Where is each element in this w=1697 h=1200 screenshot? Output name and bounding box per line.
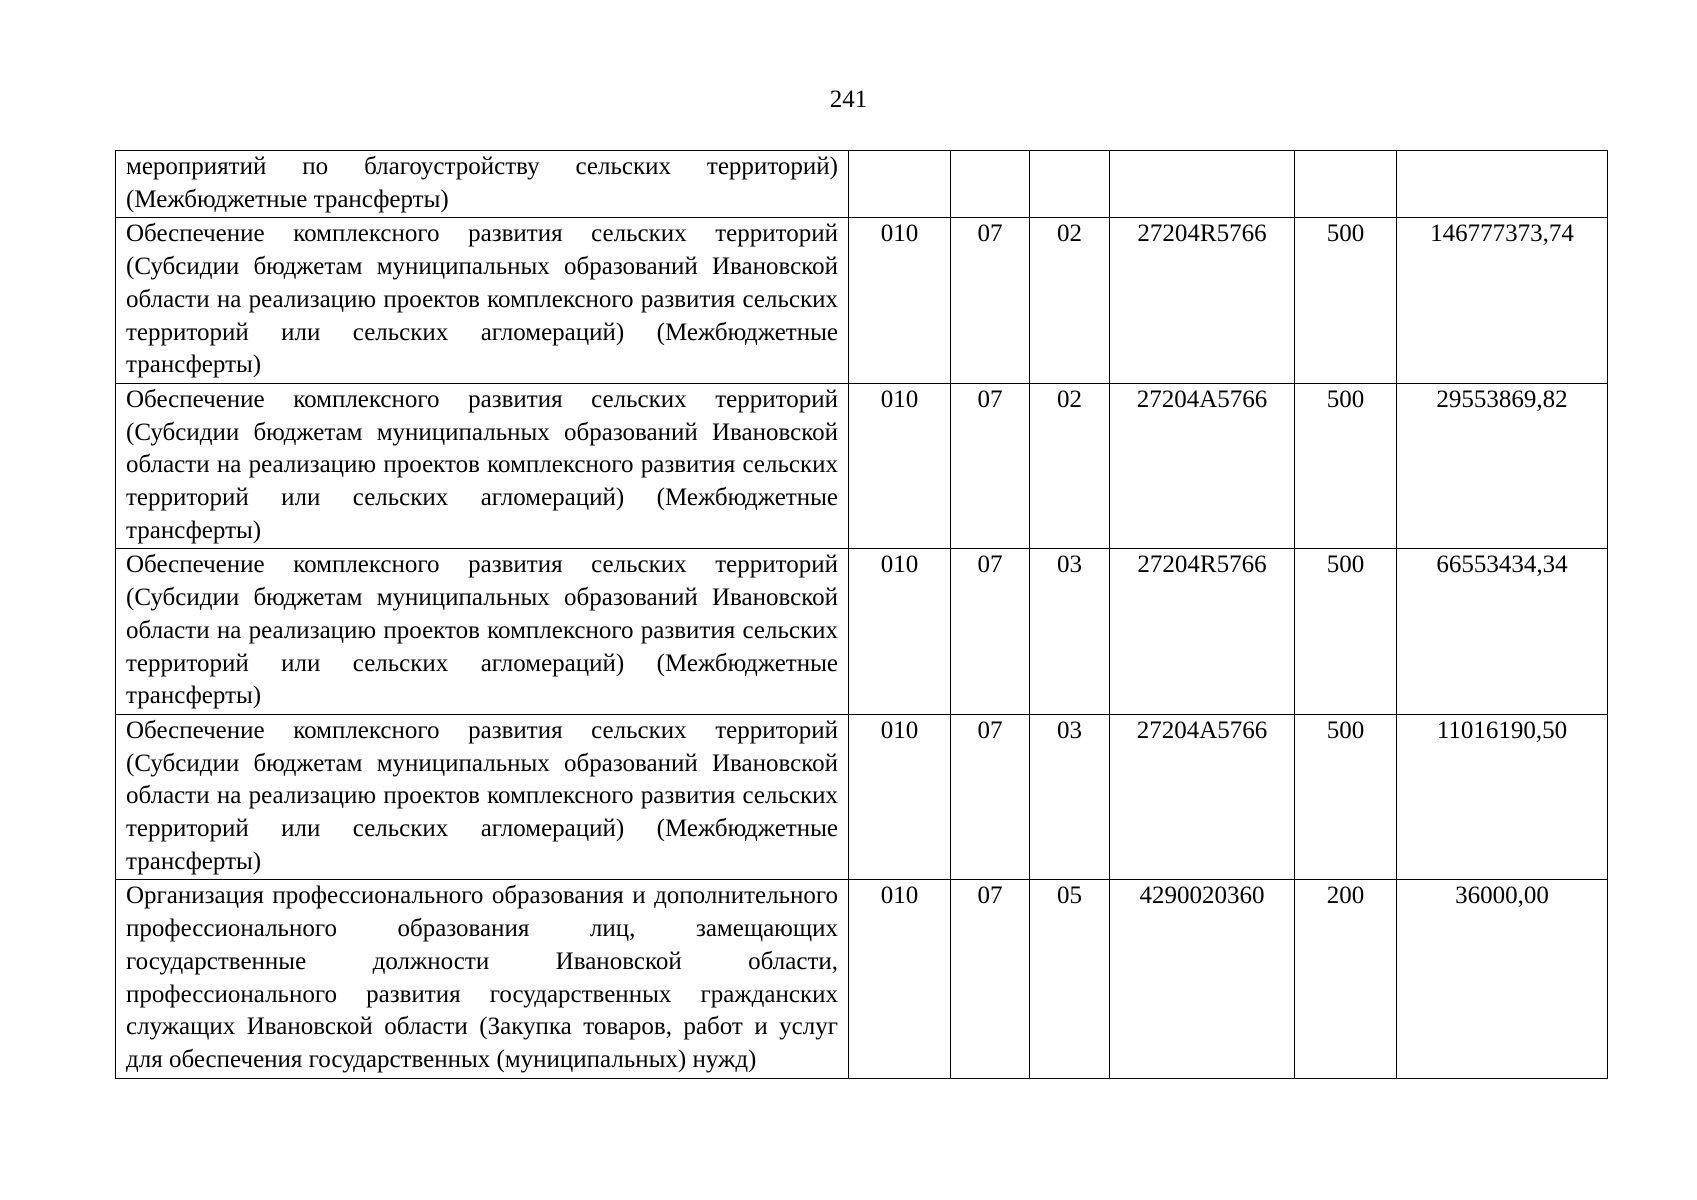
ministry-code: 010	[849, 549, 951, 715]
section-code: 07	[951, 549, 1030, 715]
target-article-code: 4290020360	[1110, 880, 1295, 1078]
section-code: 07	[951, 383, 1030, 549]
subsection-code: 02	[1030, 383, 1110, 549]
ministry-code: 010	[849, 880, 951, 1078]
table-row	[116, 549, 1608, 715]
ministry-code: 010	[849, 714, 951, 880]
expense-type-code	[1295, 151, 1397, 218]
expense-type-code: 200	[1295, 880, 1397, 1078]
amount	[1397, 151, 1608, 218]
section-code: 07	[951, 218, 1030, 384]
table-row	[116, 151, 1608, 218]
amount: 29553869,82	[1397, 383, 1608, 549]
section-code: 07	[951, 714, 1030, 880]
amount: 11016190,50	[1397, 714, 1608, 880]
expense-type-code: 500	[1295, 218, 1397, 384]
expense-type-code: 500	[1295, 714, 1397, 880]
row-description: Обеспечение комплексного развития сельских территорий (Субсидии бюджетам муниципальных образований Ивановской области на реализацию проектов комплексного развития сельских территорий или сельских агломераций) (Межбюджетные трансферты)	[116, 218, 849, 384]
target-article-code: 27204A5766	[1110, 383, 1295, 549]
expense-type-code: 500	[1295, 549, 1397, 715]
subsection-code: 05	[1030, 880, 1110, 1078]
row-description: мероприятий по благоустройству сельских территорий) (Межбюджетные трансферты)	[116, 151, 849, 218]
table-row	[116, 383, 1608, 549]
ministry-code: 010	[849, 383, 951, 549]
row-description: Обеспечение комплексного развития сельских территорий (Субсидии бюджетам муниципальных образований Ивановской области на реализацию проектов комплексного развития сельских территорий или сельских агломераций) (Межбюджетные трансферты)	[116, 714, 849, 880]
subsection-code: 03	[1030, 714, 1110, 880]
target-article-code: 27204A5766	[1110, 714, 1295, 880]
target-article-code: 27204R5766	[1110, 549, 1295, 715]
amount: 66553434,34	[1397, 549, 1608, 715]
row-description: Обеспечение комплексного развития сельских территорий (Субсидии бюджетам муниципальных образований Ивановской области на реализацию проектов комплексного развития сельских территорий или сельских агломераций) (Межбюджетные трансферты)	[116, 549, 849, 715]
subsection-code: 02	[1030, 218, 1110, 384]
table-row	[116, 880, 1608, 1078]
table-row	[116, 714, 1608, 880]
expense-type-code: 500	[1295, 383, 1397, 549]
table-row	[116, 218, 1608, 384]
section-code	[951, 151, 1030, 218]
ministry-code: 010	[849, 218, 951, 384]
amount: 146777373,74	[1397, 218, 1608, 384]
budget-table	[115, 150, 1608, 1079]
section-code: 07	[951, 880, 1030, 1078]
page-number: 241	[829, 86, 868, 113]
subsection-code: 03	[1030, 549, 1110, 715]
target-article-code	[1110, 151, 1295, 218]
ministry-code	[849, 151, 951, 218]
amount: 36000,00	[1397, 880, 1608, 1078]
target-article-code: 27204R5766	[1110, 218, 1295, 384]
row-description: Обеспечение комплексного развития сельских территорий (Субсидии бюджетам муниципальных образований Ивановской области на реализацию проектов комплексного развития сельских территорий или сельских агломераций) (Межбюджетные трансферты)	[116, 383, 849, 549]
subsection-code	[1030, 151, 1110, 218]
row-description: Организация профессионального образования и дополнительного профессионального образования лиц, замещающих государственные должности Ивановской области, профессионального развития государственных гражданских служащих Ивановской области (Закупка товаров, работ и услуг для обеспечения государственных (муниципальных) нужд)	[116, 880, 849, 1078]
